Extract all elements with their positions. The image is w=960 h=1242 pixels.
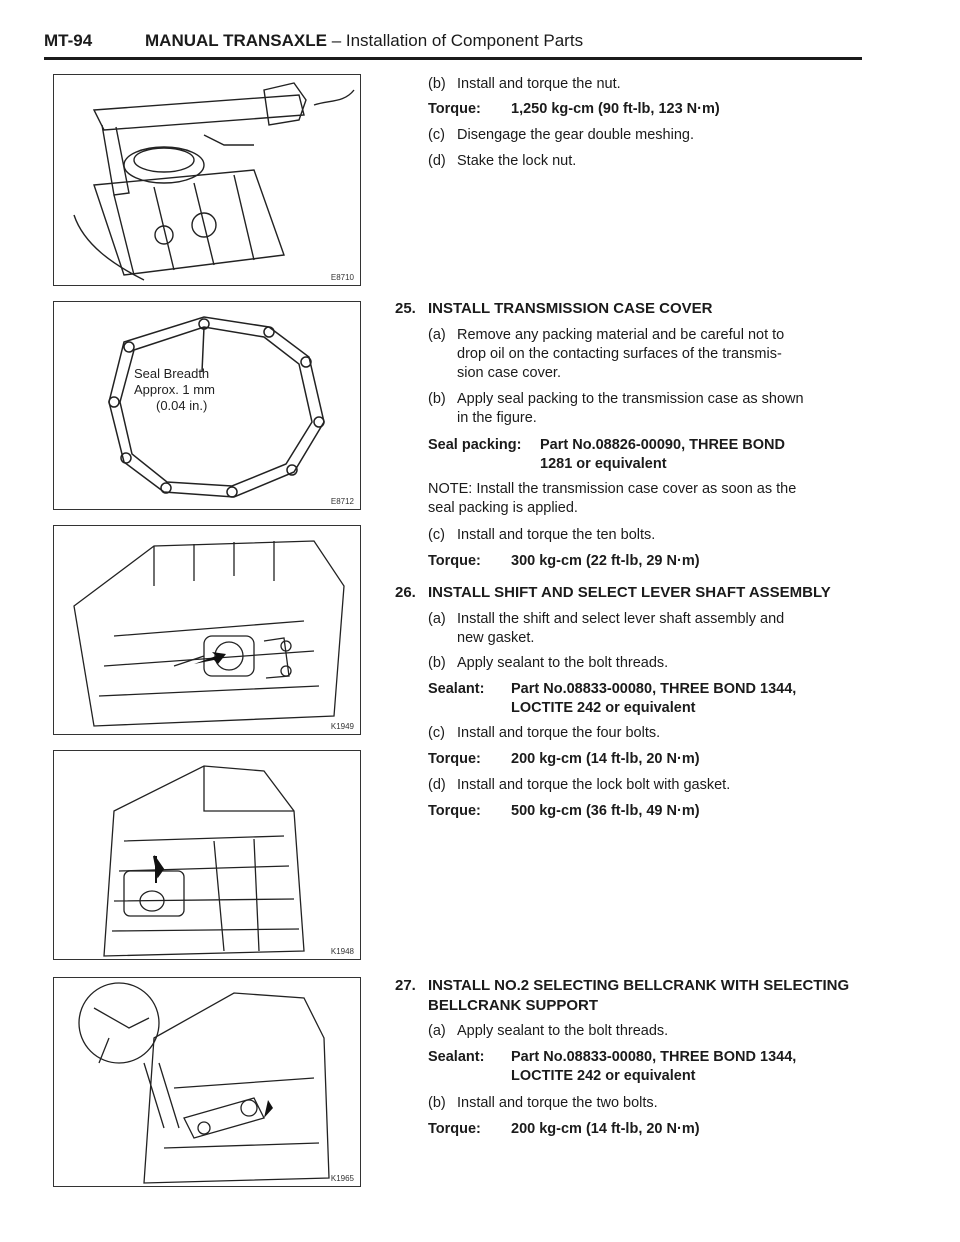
item-label: (c) [428,127,445,143]
step27-a-text: Apply sealant to the bolt threads. [457,1023,669,1039]
sealant-value-2: LOCTITE 242 or equivalent [511,700,696,716]
page-title [145,31,583,51]
item-label: (a) [428,611,446,627]
step24-c [428,126,694,145]
figure-seal-packing [53,301,361,510]
step25-b-text-1: Apply seal packing to the transmission case as shown [457,391,804,407]
torque-value: 300 kg-cm (22 ft-lb, 29 N·m) [511,553,700,569]
step25-b [428,390,804,428]
seal-value-2: 1281 or equivalent [540,456,667,472]
item-label: (a) [428,327,446,343]
lock-bolt-illustration [54,751,361,960]
torque-value: 1,250 kg-cm (90 ft-lb, 123 N·m) [511,101,720,117]
callout-line-3: (0.04 in.) [156,398,208,413]
item-label: (b) [428,1095,446,1111]
step26-a-text-1: Install the shift and select lever shaft assembly and [457,611,785,627]
step24-b-text: Install and torque the nut. [457,76,621,92]
torque-value: 500 kg-cm (36 ft-lb, 49 N·m) [511,803,700,819]
bellcrank-illustration [54,978,361,1187]
torque-label: Torque: [428,1121,481,1137]
step-number: 25. [395,300,416,317]
step-title: INSTALL SHIFT AND SELECT LEVER SHAFT ASSEMBLY [428,584,831,601]
wrench-illustration [54,75,361,286]
step24-torque [428,100,720,119]
step26-a [428,610,784,648]
step25-a-text-1: Remove any packing material and be careful not to [457,327,785,343]
step-number: 27. [395,977,416,994]
sealant-label: Sealant: [428,681,485,697]
item-label: (d) [428,153,446,169]
seal-breadth-callout [134,366,215,414]
figure-bellcrank [53,977,361,1187]
step27-b-text: Install and torque the two bolts. [457,1095,658,1111]
step26-d-text: Install and torque the lock bolt with gasket. [457,777,731,793]
step27-a [428,1022,668,1041]
step27-sealant [428,1048,796,1086]
torque-value: 200 kg-cm (14 ft-lb, 20 N·m) [511,1121,700,1137]
step26-torque-1 [428,750,700,769]
step26-heading [395,584,831,601]
torque-label: Torque: [428,101,481,117]
callout-line-2: Approx. 1 mm [134,382,215,397]
figure-code: K1948 [330,947,354,956]
item-label: (c) [428,527,445,543]
step25-b-text-2: in the figure. [457,410,537,426]
section-subtitle: – Installation of Component Parts [331,31,584,50]
sealant-value-1: Part No.08833-00080, THREE BOND 1344, [511,681,797,697]
torque-label: Torque: [428,553,481,569]
sealant-label: Sealant: [428,1049,485,1065]
seal-value-1: Part No.08826-00090, THREE BOND [540,437,785,453]
step25-a [428,326,784,383]
note-line-2: seal packing is applied. [428,500,578,516]
seal-label: Seal packing: [428,437,522,453]
shift-lever-illustration [54,526,361,735]
figure-shift-lever [53,525,361,735]
step24-d [428,152,576,171]
step26-d [428,776,730,795]
step25-c-text: Install and torque the ten bolts. [457,527,656,543]
step24-d-text: Stake the lock nut. [457,153,577,169]
step27-heading [395,976,849,1016]
figure-code: K1949 [330,722,354,731]
step26-torque-2 [428,802,700,821]
step25-note [428,480,796,518]
step26-c-text: Install and torque the four bolts. [457,725,661,741]
section-title: MANUAL TRANSAXLE [145,31,327,50]
item-label: (b) [428,76,446,92]
step-title-2: BELLCRANK SUPPORT [428,997,599,1014]
step27-b [428,1094,658,1113]
figure-code: E8710 [330,273,354,282]
step25-a-text-3: sion case cover. [457,365,561,381]
item-label: (b) [428,655,446,671]
torque-label: Torque: [428,751,481,767]
torque-value: 200 kg-cm (14 ft-lb, 20 N·m) [511,751,700,767]
callout-line-1: Seal Breadth [134,366,210,381]
step24-c-text: Disengage the gear double meshing. [457,127,694,143]
step25-seal-packing [428,436,785,474]
note-line-1: NOTE: Install the transmission case cover as soon as the [428,481,797,497]
step25-a-text-2: drop oil on the contacting surfaces of the transmis- [457,346,782,362]
step-title: INSTALL TRANSMISSION CASE COVER [428,300,713,317]
page-id: MT-94 [44,31,93,50]
figure-lock-bolt [53,750,361,960]
step26-sealant [428,680,796,718]
step27-torque [428,1120,700,1139]
step25-c [428,526,655,545]
item-label: (d) [428,777,446,793]
figure-code: K1965 [330,1174,354,1183]
step-title-1: INSTALL NO.2 SELECTING BELLCRANK WITH SELECTING [428,977,850,994]
sealant-value-2: LOCTITE 242 or equivalent [511,1068,696,1084]
sealant-value-1: Part No.08833-00080, THREE BOND 1344, [511,1049,797,1065]
item-label: (a) [428,1023,446,1039]
step-number: 26. [395,584,416,601]
step25-heading [395,300,712,317]
step26-a-text-2: new gasket. [457,630,535,646]
step24-b [428,75,621,94]
step26-c [428,724,660,743]
item-label: (c) [428,725,445,741]
item-label: (b) [428,391,446,407]
step26-b [428,654,668,673]
figure-torque-nut [53,74,361,286]
header-rule [44,57,862,60]
figure-code: E8712 [330,497,354,506]
step25-torque [428,552,700,571]
step26-b-text: Apply sealant to the bolt threads. [457,655,669,671]
torque-label: Torque: [428,803,481,819]
